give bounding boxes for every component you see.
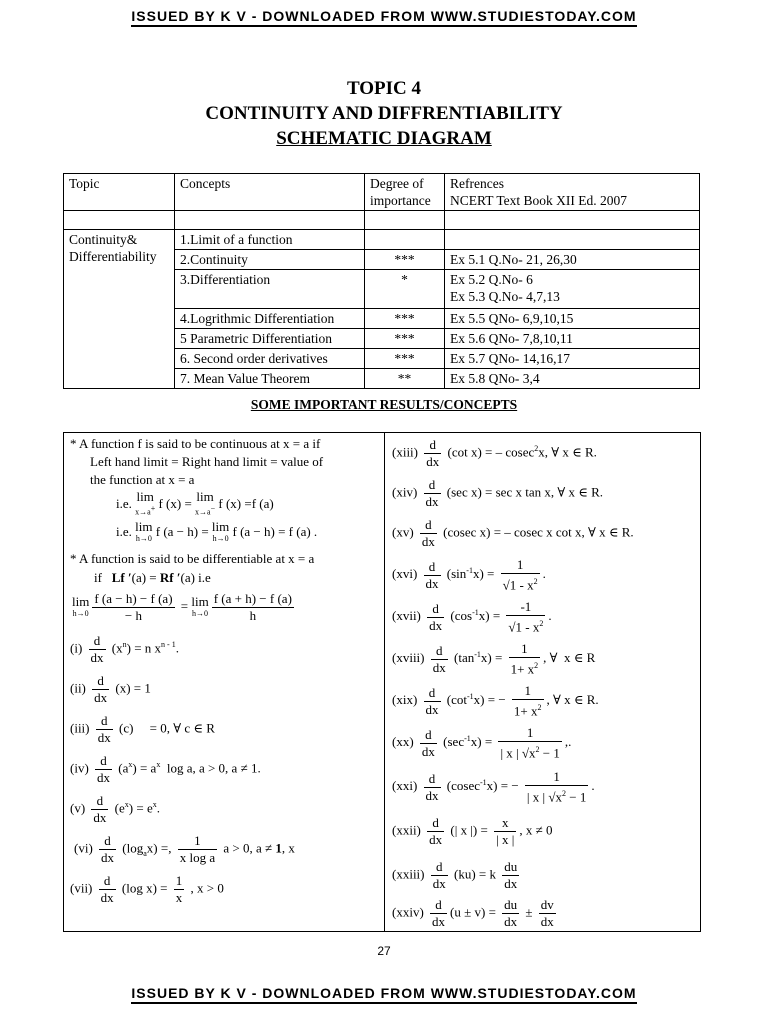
degree-cell: ** bbox=[365, 369, 445, 389]
topic-number: TOPIC 4 bbox=[346, 78, 422, 99]
formula-xx: (xx) $\frac{d}{dx}$ $(\sec^{-1}x)$ = $\frac{1}{| x | √x^2 - 1}$ ,. bbox=[392, 725, 572, 761]
table-header-row bbox=[64, 174, 700, 211]
page-number: 27 bbox=[377, 944, 391, 958]
concept-cell: 3.Differentiation bbox=[175, 270, 365, 309]
continuity-limit-formula: i.e. lim x→a+ f (x) = lim x→a− f (x) =f (a) bbox=[116, 489, 274, 517]
formula-xvi: (xvi) $\frac{d}{dx}$ $(\sin^{-1}x)$ = $\frac{1}{√1 - x^2}$ . bbox=[392, 557, 546, 593]
formula-v: (v) $\frac{d}{dx}$ $(e^x) = e^x$. bbox=[70, 793, 160, 825]
degree-cell: *** bbox=[365, 250, 445, 270]
formula-iv: (iv) $\frac{d}{dx}$ $(a^x) = a^x$ log a, a > 0, a ≠ 1. bbox=[70, 753, 261, 785]
topic-title: CONTINUITY AND DIFFRENTIABILITY bbox=[205, 103, 563, 124]
concept-cell: 6. Second order derivatives bbox=[175, 349, 365, 369]
concept-cell: 7. Mean Value Theorem bbox=[175, 369, 365, 389]
topic-cell: Continuity& Differentiability bbox=[64, 230, 175, 389]
ref-cell: Ex 5.5 QNo- 6,9,10,15 bbox=[445, 309, 700, 329]
continuity-h-formula: i.e. lim h→0 f (a − h) = lim h→0 f (a − h) = f (a) . bbox=[116, 519, 318, 543]
header-degree: Degree of importance bbox=[365, 174, 445, 211]
differentiability-def-line2: if Lf ′(a) = Rf ′(a) i.e bbox=[94, 570, 211, 585]
page-title bbox=[0, 76, 768, 151]
ref-cell: Ex 5.2 Q.No- 6 Ex 5.3 Q.No- 4,7,13 bbox=[445, 270, 700, 309]
concept-cell: 5 Parametric Differentiation bbox=[175, 329, 365, 349]
formula-xvii: (xvii) $\frac{d}{dx}$ $(\cos^{-1}x)$ = $\frac{-1}{√1 - x^2}$ . bbox=[392, 599, 552, 635]
results-heading: SOME IMPORTANT RESULTS/CONCEPTS bbox=[250, 397, 518, 412]
results-box bbox=[63, 432, 701, 932]
concept-cell: 1.Limit of a function bbox=[175, 230, 365, 250]
ref-cell: Ex 5.7 QNo- 14,16,17 bbox=[445, 349, 700, 369]
column-divider bbox=[384, 433, 385, 931]
header-concepts: Concepts bbox=[175, 174, 365, 211]
formula-iii: (iii) $\frac{d}{dx}$ (c) = 0, ∀ c ∈ R bbox=[70, 713, 215, 745]
formula-xxi: (xxi) $\frac{d}{dx}$ (cosec$^{-1}$x) = − $\frac{1}{| x | √x^2 - 1}$ . bbox=[392, 769, 595, 805]
differentiability-def-line1: * A function is said to be differentiable at x = a bbox=[70, 551, 315, 566]
formula-xxiv: (xxiv) $\frac{d}{dx}$ (u ± v) = $\frac{du}{dx}$ ± $\frac{dv}{dx}$ bbox=[392, 897, 554, 929]
header-topic: Topic bbox=[64, 174, 175, 211]
ref-cell: Ex 5.1 Q.No- 21, 26,30 bbox=[445, 250, 700, 270]
formula-xix: (xix) $\frac{d}{dx}$ $(\cot^{-1}x)$ = − $\frac{1}{1+ x^2}$ , ∀ x ∈ R. bbox=[392, 683, 599, 719]
concept-cell: 4.Logrithmic Differentiation bbox=[175, 309, 365, 329]
ref-cell bbox=[445, 230, 700, 250]
formula-ii: (ii) $\frac{d}{dx}$ (x) = 1 bbox=[70, 673, 151, 705]
degree-cell: * bbox=[365, 270, 445, 309]
degree-cell bbox=[365, 230, 445, 250]
ref-cell: Ex 5.8 QNo- 3,4 bbox=[445, 369, 700, 389]
concept-cell: 2.Continuity bbox=[175, 250, 365, 270]
continuity-def-line2: Left hand limit = Right hand limit = value of bbox=[90, 454, 324, 469]
formula-i: (i) $\frac{d}{dx}$ $(x^n) = n$ $x^{n - 1}$. bbox=[70, 633, 179, 665]
formula-xiv: (xiv) $\frac{d}{dx}$ (sec x) = sec x tan x, ∀ x ∈ R. bbox=[392, 477, 603, 509]
degree-cell: *** bbox=[365, 349, 445, 369]
diagram-title: SCHEMATIC DIAGRAM bbox=[276, 128, 492, 149]
table-row bbox=[64, 230, 700, 250]
continuity-def-line3: the function at x = a bbox=[90, 472, 195, 487]
formula-vi: (vi) $\frac{d}{dx}$ $(\log_ax)$ =, $\frac{1}{\text{x log a}}$ a > 0, a ≠ 1, x bbox=[74, 833, 295, 865]
differentiability-limit-formula: lim h→0 $\frac{f (a - h) - f (a)}{- h}$ = lim h→0 $\frac{f (a + h) - f (a)}{h}$ bbox=[72, 591, 292, 623]
formula-vii: (vii) $\frac{d}{dx}$ (log x) = $\frac{1}{x}$ , x > 0 bbox=[70, 873, 224, 905]
degree-cell: *** bbox=[365, 329, 445, 349]
header-banner: ISSUED BY K V - DOWNLOADED FROM WWW.STUDIESTODAY.COM bbox=[0, 8, 768, 24]
formula-xiii: (xiii) $\frac{d}{dx}$ (cot x) = – cosec$^2$x, ∀ x ∈ R. bbox=[392, 437, 597, 469]
formula-xxiii: (xxiii) $\frac{d}{dx}$ (ku) = k $\frac{du}{dx}$ bbox=[392, 859, 518, 891]
header-references: Refrences NCERT Text Book XII Ed. 2007 bbox=[445, 174, 700, 211]
schematic-table bbox=[63, 173, 700, 389]
footer-banner: ISSUED BY K V - DOWNLOADED FROM WWW.STUDIESTODAY.COM bbox=[0, 985, 768, 1001]
continuity-def-line1: * A function f is said to be continuous at x = a if bbox=[70, 436, 321, 451]
formula-xviii: (xviii) $\frac{d}{dx}$ $(\tan^{-1}x)$ = $\frac{1}{1+ x^2}$ , ∀ x ∈ R bbox=[392, 641, 596, 677]
degree-cell: *** bbox=[365, 309, 445, 329]
ref-cell: Ex 5.6 QNo- 7,8,10,11 bbox=[445, 329, 700, 349]
formula-xv: (xv) $\frac{d}{dx}$ (cosec x) = – cosec x cot x, ∀ x ∈ R. bbox=[392, 517, 634, 549]
formula-xxii: (xxii) $\frac{d}{dx}$ (| x |) = $\frac{x}{| x |}$ , x ≠ 0 bbox=[392, 815, 553, 847]
